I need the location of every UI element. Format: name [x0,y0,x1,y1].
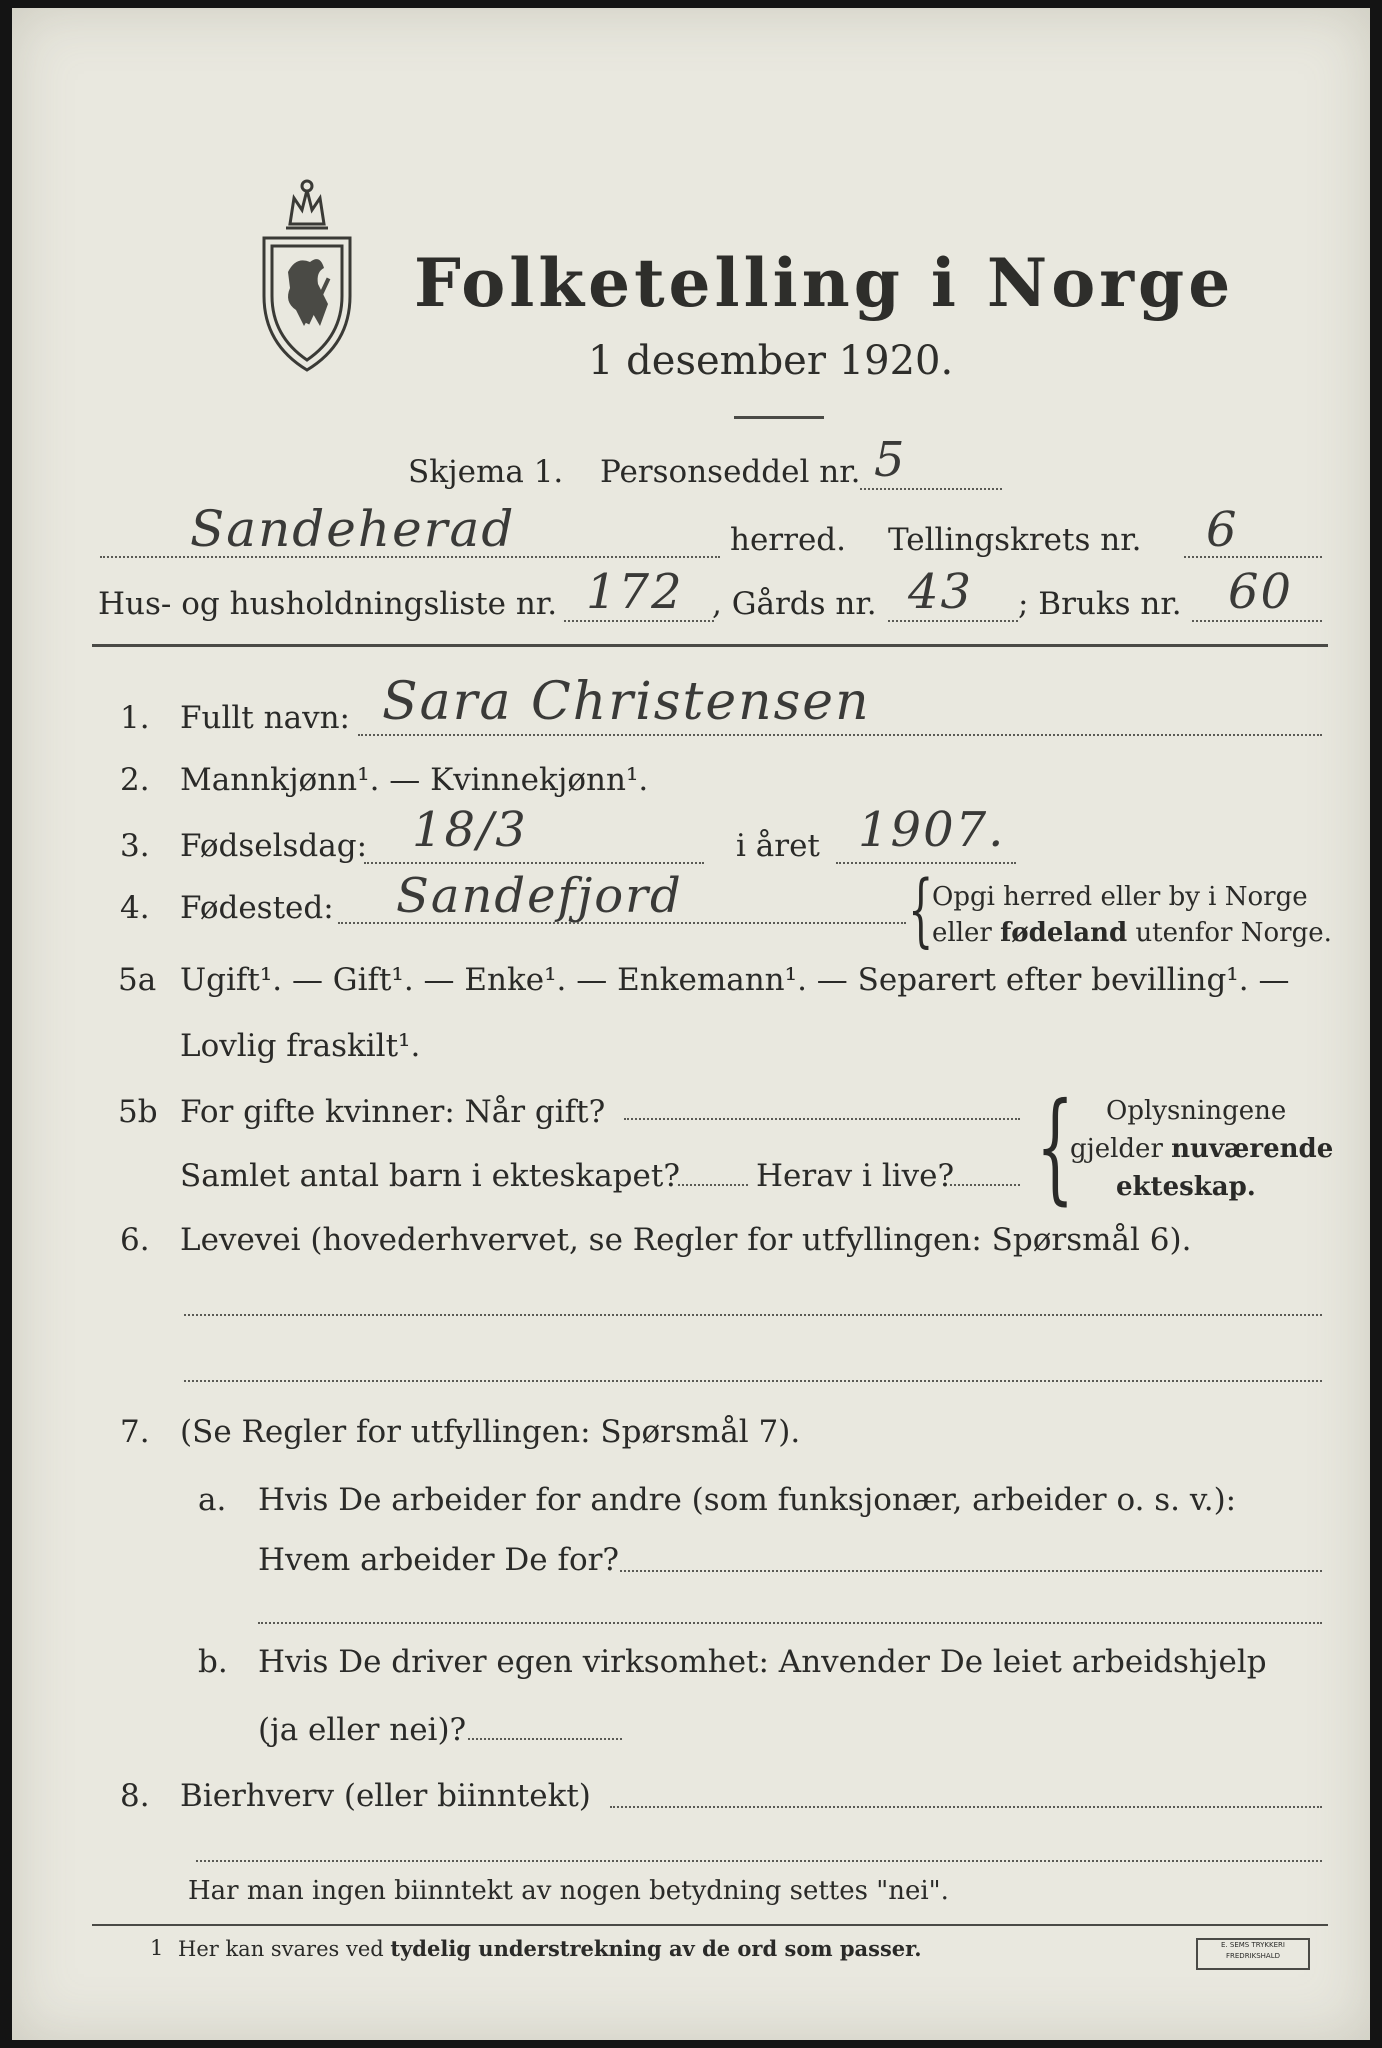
q4-label: Fødested: [180,890,334,926]
q7a-line1: Hvis De arbeider for andre (som funksjonær, arbeider o. s. v.): [258,1482,1237,1518]
q3-year-label: i året [736,828,820,864]
q2-number: 2. [120,762,150,798]
q4-note-line1: Opgi herred eller by i Norge [932,882,1308,912]
q6-line2 [184,1380,1322,1382]
gards-number: 43 [908,564,974,620]
printer-stamp [1196,1938,1310,1970]
q3-number: 3. [120,828,150,864]
personseddel-label: Personseddel nr. [600,454,861,490]
q7a-extra-line [258,1622,1322,1624]
q7b-line2: (ja eller nei)? [258,1712,467,1748]
q7a-line2: Hvem arbeider De for? [258,1542,620,1578]
q5a-line2: Lovlig fraskilt¹. [180,1028,421,1064]
bruks-label: ; Bruks nr. [1018,586,1182,622]
printer-stamp-line2: FREDRIKSHALD [1225,1952,1280,1960]
q1-label: Fullt navn: [180,700,350,736]
bruks-number: 60 [1228,564,1294,620]
form-title: Folketelling i Norge [414,244,1235,322]
q7b-number: b. [198,1644,228,1680]
q6-label: Levevei (hovederhvervet, se Regler for utfyllingen: Spørsmål 6). [180,1222,1192,1258]
personseddel-number: 5 [874,432,907,488]
q4-number: 4. [120,890,150,926]
q7-label: (Se Regler for utfyllingen: Spørsmål 7). [180,1414,801,1450]
q3-label: Fødselsdag: [180,828,368,864]
q5b-line1: For gifte kvinner: Når gift? [180,1094,606,1130]
schema-label: Skjema 1. [408,454,564,490]
herred-label: herred. [730,522,846,558]
census-date: 1 desember 1920. [588,338,954,384]
q5b-children-line [678,1184,748,1186]
coat-of-arms-icon [250,176,364,376]
q4-note-line2: eller fødeland utenfor Norge. [932,918,1332,948]
q3-date-line [364,862,704,864]
q5b-alive-line [950,1184,1020,1186]
q4-line [338,922,906,924]
birthplace-value: Sandefjord [396,868,683,924]
q8-number: 8. [120,1778,150,1814]
census-form-page [12,8,1370,2040]
bruks-line [1192,620,1322,622]
q5b-note-line2: gjelder nuværende [1070,1134,1334,1164]
footer-divider [92,1924,1328,1926]
q8-extra-line [196,1860,1322,1862]
q6-line1 [184,1314,1322,1316]
q8-label: Bierhverv (eller biinntekt) [180,1778,591,1814]
personseddel-line [860,488,1002,490]
q6-number: 6. [120,1222,150,1258]
gards-label: , Gårds nr. [712,586,877,622]
q1-number: 1. [120,700,150,736]
q7b-line [468,1738,622,1740]
q5b-married-line [624,1118,1020,1120]
gards-line [888,620,1018,622]
herred-name: Sandeherad [190,500,516,558]
q5b-number: 5b [118,1094,158,1130]
q5b-alive-label: Herav i live? [756,1158,955,1194]
q5b-note-line3: ekteskap. [1116,1172,1256,1202]
birth-year-value: 1907. [858,802,1006,858]
footnote-text: Her kan svares ved tydelig understrekning av de ord som passer. [178,1936,922,1961]
tellingskrets-label: Tellingskrets nr. [888,522,1142,558]
q1-line [358,734,1322,736]
q4-note-brace: { [908,863,934,956]
q8-note: Har man ingen biinntekt av nogen betydning settes "nei". [188,1876,949,1906]
header-divider [92,644,1328,647]
q8-line [610,1806,1322,1808]
q7a-line [620,1570,1322,1572]
q5b-note-brace: { [1036,1078,1075,1217]
tellingskrets-number: 6 [1206,502,1239,558]
herred-line [100,556,720,558]
title-divider [734,416,824,419]
q7-number: 7. [120,1414,150,1450]
q7b-line1: Hvis De driver egen virksomhet: Anvender De leiet arbeidshjelp [258,1644,1267,1680]
husholdningsliste-number: 172 [586,564,684,620]
q2-label: Mannkjønn¹. — Kvinnekjønn¹. [180,762,649,798]
husholdningsliste-label: Hus- og husholdningsliste nr. [98,586,558,622]
full-name-value: Sara Christensen [382,672,871,732]
printer-stamp-line1: E. SEMS TRYKKERI [1221,1941,1285,1949]
q5b-note-line1: Oplysningene [1106,1096,1287,1126]
q5a-number: 5a [118,962,157,998]
q7a-number: a. [198,1482,227,1518]
q5b-children-label: Samlet antal barn i ekteskapet? [180,1158,680,1194]
q5a-line1: Ugift¹. — Gift¹. — Enke¹. — Enkemann¹. — Separert efter bevilling¹. — [180,962,1290,998]
husholdningsliste-line [564,620,714,622]
birth-date-value: 18/3 [412,802,528,858]
footnote-marker: 1 [150,1936,164,1960]
tellingskrets-line [1184,556,1322,558]
